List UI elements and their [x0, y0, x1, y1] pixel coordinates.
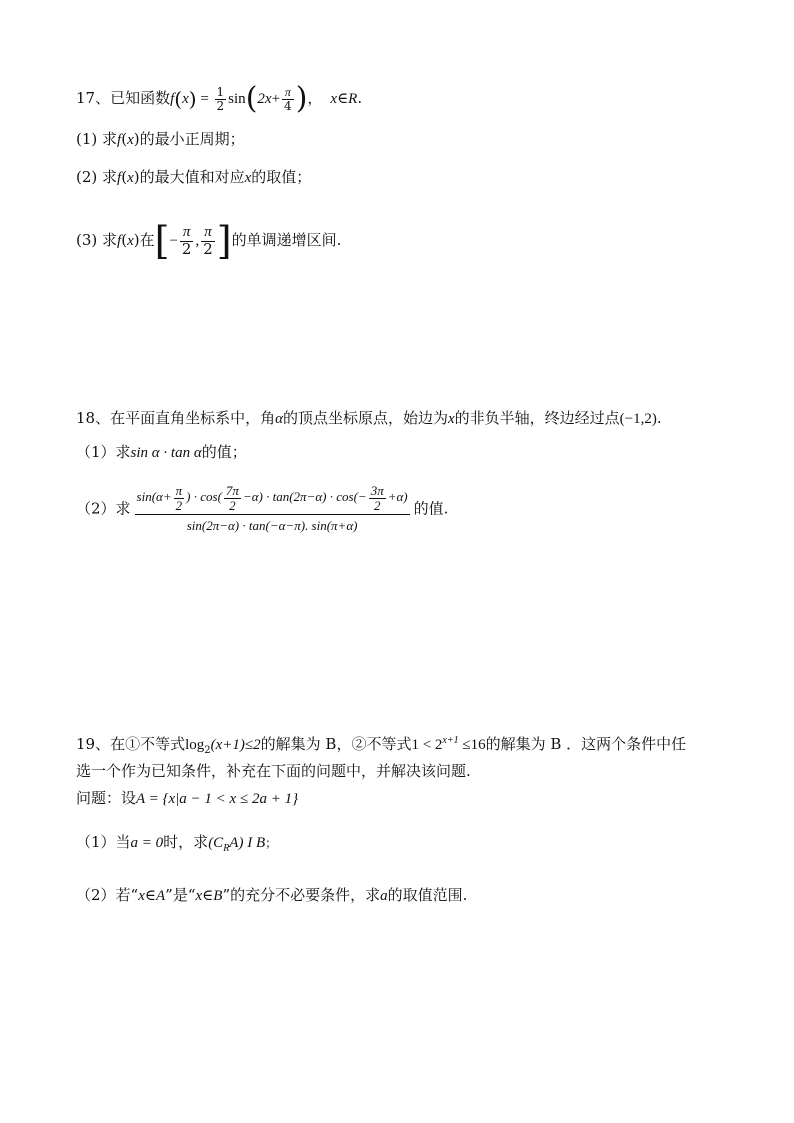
q17-part1: (1) 求f(x)的最小正周期； [76, 130, 245, 148]
q17-lead: 17、已知函数 [76, 89, 171, 107]
q17-pi-over-2: $\frac{\pi}{2}$ [203, 223, 213, 258]
q18-stem: 18、在平面直角坐标系中，角α的顶点坐标原点，始边为x的非负半轴，终边经过点(−1,2). [76, 409, 662, 427]
q17-half-fraction: $\frac{1}{2}$ [216, 84, 225, 113]
q17-pi-over-4: $\frac{\pi}{4}$ [284, 84, 292, 113]
q18-point: (−1,2) [619, 411, 657, 427]
q17-part3: (3) 求f(x)在[− $\frac{\pi}{2}$ , $\frac{\pi}{2}$ ]的单调递增区间. [76, 219, 342, 263]
q19-set-a: A = {x|a − 1 < x ≤ 2a + 1} [136, 791, 299, 807]
q18-part2: （2）求 sin(α+ $\frac{\pi}{2}$ ) · cos( $\frac{7\pi}{2}$ −α) · tan(2π−α) · cos(− $\frac{3\pi}{2}$ +α) sin(2π−α) · tan(−α−π). sin(π+α) 的值. [76, 483, 449, 534]
q18-big-fraction: sin(α+ $\frac{\pi}{2}$ ) · cos( $\frac{7\pi}{2}$ −α) · tan(2π−α) · cos(− $\frac{3\pi}{2}$ +α) sin(2π−α) · tan(−α−π). sin(π+α) [136, 483, 408, 534]
q18-part1: （1）求sin α · tan α的值； [76, 443, 247, 461]
q17-domain: x∈R [330, 91, 358, 107]
q19-part2: （2）若“x∈A”是“x∈B”的充分不必要条件，求a的取值范围. [76, 886, 468, 904]
q17-f: f [170, 91, 175, 107]
q19-part1: （1）当a = 0时，求$(C_RA)$ I B； [76, 833, 278, 854]
q17-stem: 17、已知函数f(x) = $\frac{1}{2}$ sin(2x+ $\frac{\pi}{4}$ )， x∈R. [76, 81, 363, 116]
q19-stem-2: 选一个作为已知条件，补充在下面的问题中，并解决该问题. [76, 762, 471, 780]
q19-stem-3: 问题：设A = {x|a − 1 < x ≤ 2a + 1} [76, 789, 299, 807]
q17-part2: (2) 求f(x)的最大值和对应x的取值； [76, 168, 312, 186]
q19-log-ineq: (x+1)≤2 [210, 737, 261, 753]
q18-expr1: sin α · tan α [130, 445, 202, 461]
q19-stem-1: 19、在①不等式$\log_2(x+1)\le 2$的解集为 B，②不等式$1 < 2^{x+1} \le 16$的解集为 B ．这两个条件中任 [76, 735, 687, 756]
q17-neg-pi-over-2: $\frac{\pi}{2}$ [181, 223, 192, 258]
q19-exp-ineq: 1 < 2 [411, 737, 443, 753]
